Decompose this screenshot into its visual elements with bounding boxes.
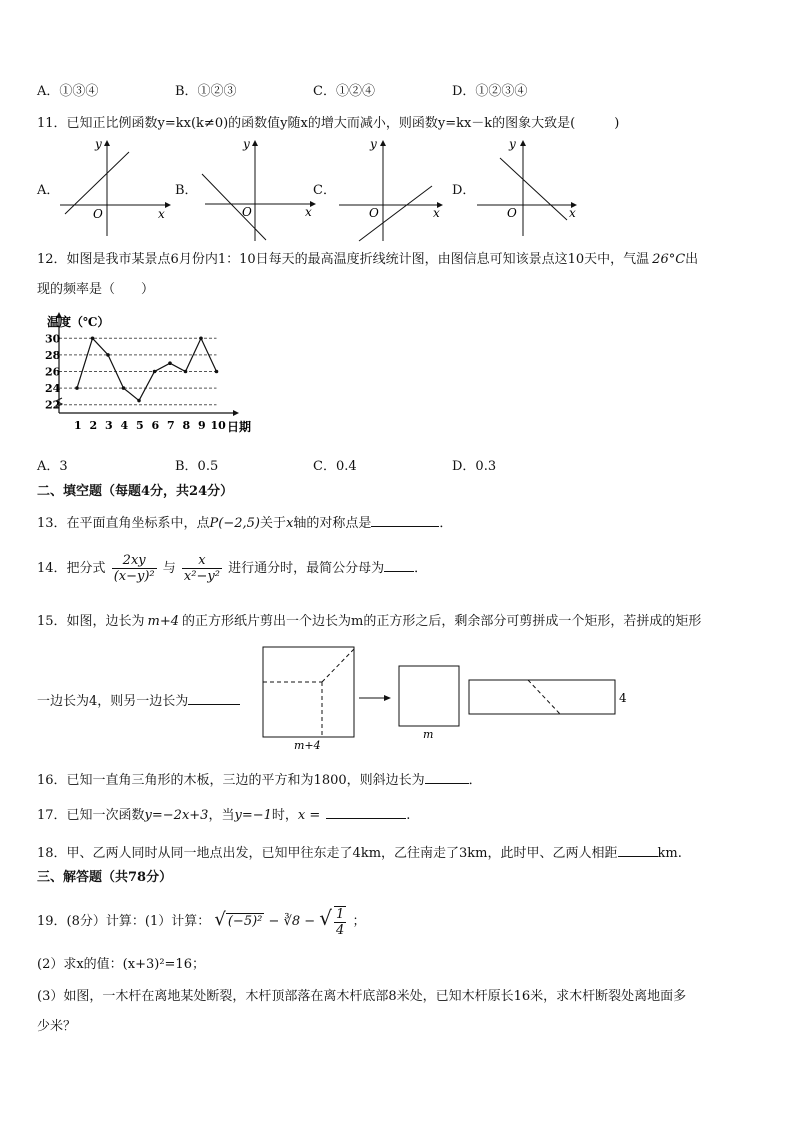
q11-b-x-label: x bbox=[305, 205, 312, 219]
q11-option-c-label: C． bbox=[313, 183, 336, 198]
q11-graph-b bbox=[200, 136, 320, 241]
chart-x-tick-label: 9 bbox=[198, 419, 206, 432]
q17: 17．已知一次函数y=−2x+3，当y=−1时，x = . bbox=[37, 808, 411, 823]
chart-x-tick-label: 1 bbox=[74, 419, 82, 432]
q10-option-c: C．①②④ bbox=[313, 84, 375, 99]
q12-line2: 现的频率是（ ） bbox=[37, 282, 155, 297]
chart-y-tick-label: 28 bbox=[45, 348, 61, 362]
q16-answer-blank bbox=[425, 771, 469, 784]
q19-part3-line2: 少米？ bbox=[37, 1019, 77, 1034]
chart-data-point bbox=[199, 337, 203, 341]
section-2-title: 二、填空题（每题4分，共24分） bbox=[37, 484, 234, 499]
q14-fraction-2: $\frac{x}{\text{x²−y²}}$ bbox=[183, 553, 220, 584]
q12-option-b: B．0.5 bbox=[175, 459, 219, 474]
q10-option-b: B．①②③ bbox=[175, 84, 237, 99]
q13: 13．在平面直角坐标系中，点P(−2,5)关于x轴的对称点是 ． bbox=[37, 516, 453, 531]
chart-y-tick-label: 24 bbox=[45, 382, 61, 396]
q17-answer-blank bbox=[326, 806, 406, 819]
chart-x-tick-label: 3 bbox=[105, 419, 113, 432]
q16: 16．已知一直角三角形的木板，三边的平方和为1800，则斜边长为 ． bbox=[37, 773, 482, 788]
chart-data-point bbox=[137, 399, 141, 403]
q11-a-origin: O bbox=[93, 207, 103, 221]
chart-data-point bbox=[184, 370, 188, 374]
q19-part1: 19．(8分）计算：(1）计算： √ (−5)² − ∛8 − √ $\frac{1}{4}$ ； bbox=[37, 906, 366, 938]
chart-y-axis-title: 温度（℃） bbox=[47, 315, 110, 329]
q11-c-y-label: y bbox=[370, 137, 377, 151]
chart-x-arrow bbox=[233, 410, 239, 416]
q18: 18．甲、乙两人同时从同一地点出发，已知甲往东走了4km，乙往南走了3km，此时甲、乙两人相距 km. bbox=[37, 846, 682, 861]
q11-option-d-label: D． bbox=[452, 183, 476, 198]
chart-x-tick-label: 6 bbox=[151, 419, 160, 432]
q13-answer-blank bbox=[371, 514, 439, 527]
q12-line1: 12．如图是我市某景点6月份内1：10日每天的最高温度折线统计图，由图信息可知该景点这10天中，气温 26°C出 bbox=[37, 252, 699, 267]
q11-d-x-label: x bbox=[569, 206, 576, 220]
chart-data-point bbox=[215, 370, 219, 374]
q14-answer-blank bbox=[384, 559, 414, 572]
q11-text: 11．已知正比例函数y=kx(k≠0)的函数值y随x的增大而减小，则函数y=kx－k的图象大致是( ) bbox=[37, 116, 620, 131]
q15-expr: m+4 bbox=[147, 614, 180, 629]
q10-option-a: A．①③④ bbox=[37, 84, 99, 99]
q11-graph-a bbox=[55, 136, 175, 236]
q17-function: y=−2x+3 bbox=[144, 808, 209, 823]
chart-x-tick-label: 4 bbox=[120, 419, 129, 432]
q12-temp: 26°C bbox=[652, 252, 686, 267]
q12-option-c: C．0.4 bbox=[313, 459, 357, 474]
section-3-title: 三、解答题（共78分） bbox=[37, 870, 173, 885]
chart-data-point bbox=[153, 370, 157, 374]
q19-part3-line1: (3）如图，一木杆在离地某处断裂，木杆顶部落在离木杆底部8米处，已知木杆原长16米，求木杆断裂处离地面多 bbox=[37, 989, 687, 1004]
q11-c-x-label: x bbox=[433, 206, 440, 220]
q12-option-d: D．0.3 bbox=[452, 459, 497, 474]
chart-y-tick-label: 22 bbox=[45, 398, 61, 412]
q11-option-b-label: B． bbox=[175, 183, 198, 198]
q15-line2: 一边长为4，则另一边长为 bbox=[37, 692, 240, 710]
q19-sqrt-1: √ (−5)² bbox=[214, 909, 263, 931]
chart-y-tick-label: 30 bbox=[45, 332, 61, 346]
q15-line1: 15．如图，边长为 m+4 的正方形纸片剪出一个边长为m的正方形之后，剩余部分可剪拼成一个矩形，若拼成的矩形 bbox=[37, 614, 702, 629]
q11-b-origin: O bbox=[242, 205, 252, 219]
chart-x-tick-label: 2 bbox=[89, 419, 98, 432]
q15-label-rect: 4 bbox=[619, 691, 627, 705]
q11-d-y-label: y bbox=[509, 137, 516, 151]
q18-answer-blank bbox=[618, 844, 658, 857]
chart-data-point bbox=[168, 361, 172, 365]
chart-data-point bbox=[91, 337, 95, 341]
q15-label-small: m bbox=[423, 728, 434, 741]
q19-part2: (2）求x的值：(x+3)²=16； bbox=[37, 957, 205, 972]
q11-option-a-label: A． bbox=[37, 183, 60, 198]
q15-label-big: m+4 bbox=[294, 739, 321, 752]
chart-x-tick-label: 5 bbox=[136, 419, 144, 432]
chart-x-axis-title: 日期 bbox=[227, 420, 252, 434]
q15-figure bbox=[262, 646, 642, 756]
q14: 14．把分式 $\frac{2xy}{\text{(x−y)²}}$ 与 $\frac{x}{\text{x²−y²}}$ 进行通分时，最简公分母为 ． bbox=[37, 553, 428, 584]
chart-series-line bbox=[77, 338, 217, 400]
q11-d-origin: O bbox=[507, 206, 517, 220]
q11-graph-d bbox=[475, 136, 595, 236]
q11-a-x-label: x bbox=[158, 207, 165, 221]
chart-x-tick-label: 10 bbox=[210, 419, 226, 432]
chart-x-tick-label: 8 bbox=[182, 419, 191, 432]
q14-fraction-1: $\frac{2xy}{\text{(x−y)²}}$ bbox=[113, 553, 155, 584]
chart-x-tick-label: 7 bbox=[167, 419, 175, 432]
chart-data-point bbox=[75, 386, 79, 390]
q11-c-origin: O bbox=[369, 206, 379, 220]
q15-answer-blank bbox=[188, 692, 240, 705]
q12-option-a: A．3 bbox=[37, 459, 68, 474]
q11-b-y-label: y bbox=[243, 137, 250, 151]
chart-data-point bbox=[106, 353, 110, 357]
q11-a-y-label: y bbox=[95, 137, 102, 151]
q11-graph-c bbox=[337, 136, 457, 241]
q10-option-d: D．①②③④ bbox=[452, 84, 528, 99]
chart-data-point bbox=[122, 386, 126, 390]
q19-sqrt-2: √ $\frac{1}{4}$ bbox=[319, 906, 345, 938]
chart-y-tick-label: 26 bbox=[45, 365, 61, 379]
temperature-line-chart bbox=[45, 312, 265, 442]
q13-point: P(−2,5) bbox=[209, 516, 261, 531]
